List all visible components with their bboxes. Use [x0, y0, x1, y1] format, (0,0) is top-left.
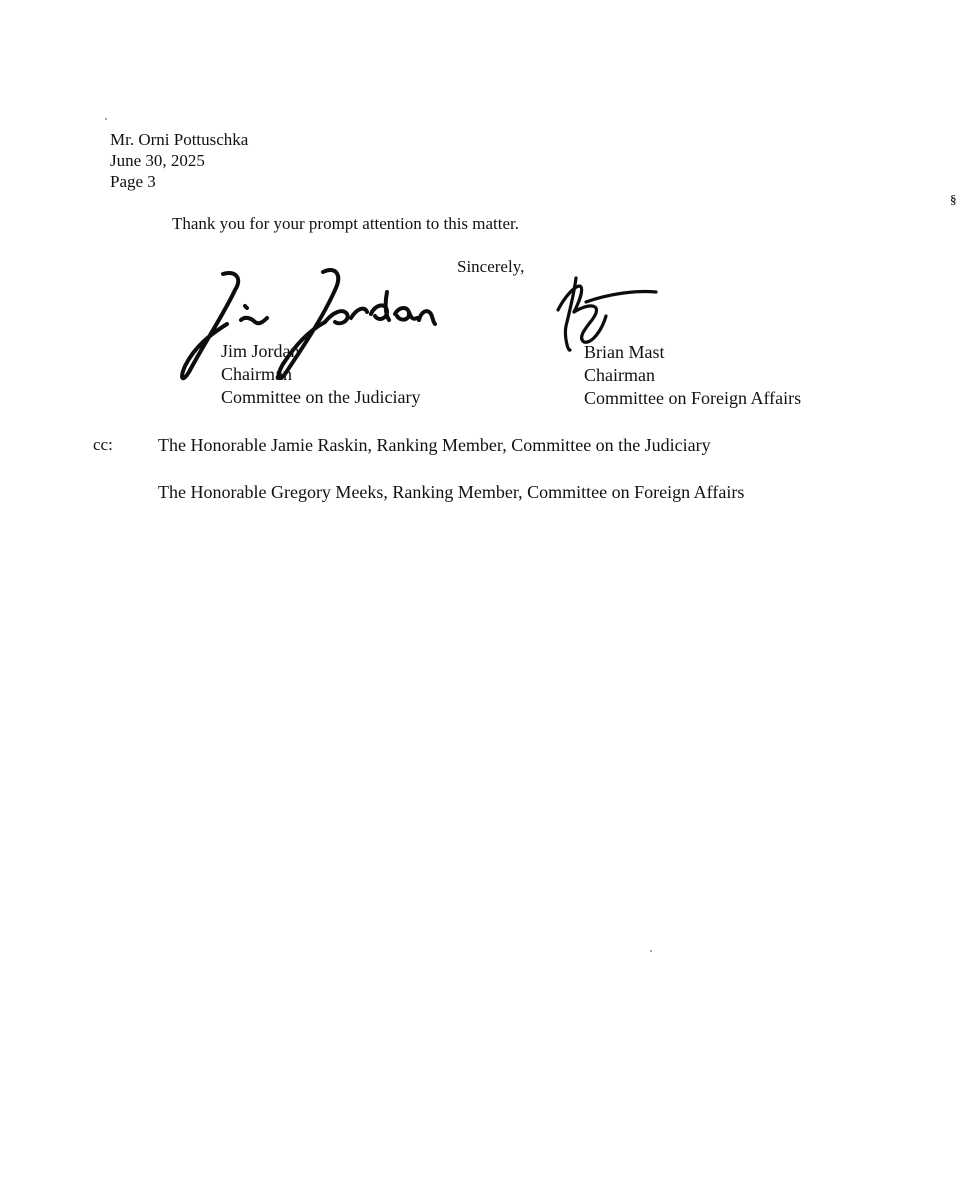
cc-recipient: The Honorable Gregory Meeks, Ranking Member, Committee on Foreign Affairs — [158, 482, 745, 502]
letter-date: June 30, 2025 — [110, 151, 205, 170]
signatory-name: Brian Mast — [584, 342, 665, 362]
margin-mark: § — [950, 192, 957, 207]
signatory-title: Chairman — [584, 365, 655, 385]
signatory-name: Jim Jordan — [221, 341, 300, 361]
recipient-name: Mr. Orni Pottuschka — [110, 130, 249, 149]
signatory-committee: Committee on Foreign Affairs — [584, 388, 802, 408]
page-number: Page 3 — [110, 172, 156, 191]
signatory-title: Chairman — [221, 364, 292, 384]
signatory-committee: Committee on the Judiciary — [221, 387, 421, 407]
scan-speck — [105, 118, 107, 120]
scan-speck — [650, 950, 652, 952]
cc-label: cc: — [93, 435, 113, 454]
signatory-mast — [584, 341, 801, 410]
body-paragraph: Thank you for your prompt attention to this matter. — [172, 214, 520, 233]
signatory-jordan — [221, 340, 420, 409]
cc-recipient: The Honorable Jamie Raskin, Ranking Member, Committee on the Judiciary — [158, 435, 711, 455]
closing-salutation: Sincerely, — [457, 257, 525, 276]
